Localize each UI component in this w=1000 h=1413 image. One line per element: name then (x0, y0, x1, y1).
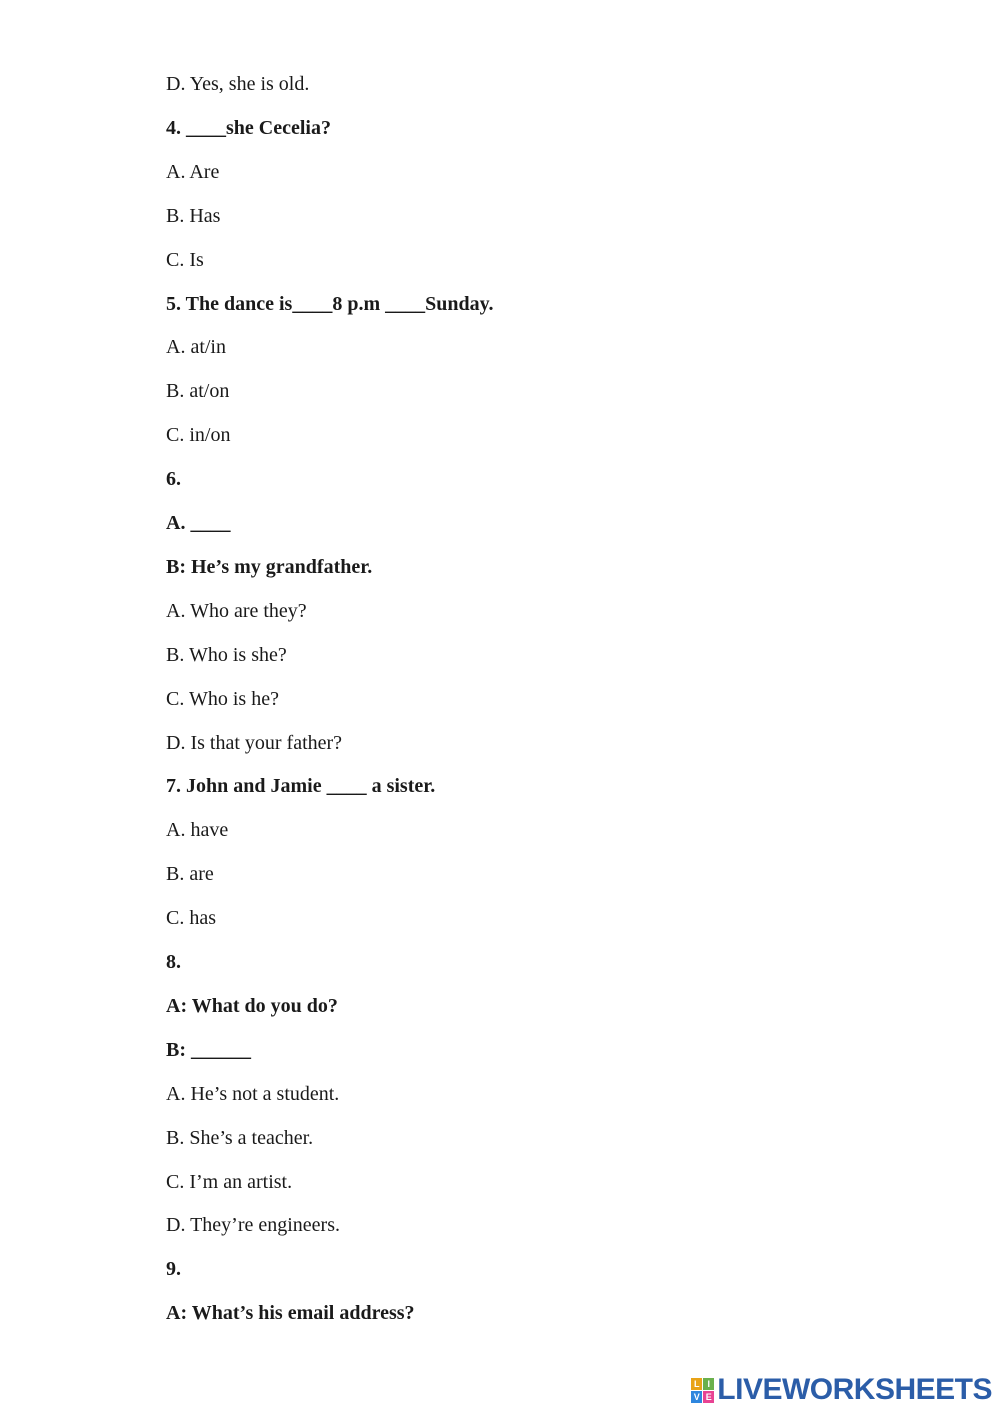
answer-option: C. Who is he? (166, 688, 279, 710)
question-line: 5. The dance is____8 p.m ____Sunday. (166, 293, 494, 315)
logo-icon-cell: L (691, 1378, 702, 1390)
answer-option: A. have (166, 819, 229, 841)
liveworksheets-logo-icon (691, 1378, 713, 1402)
question-line: A: What’s his email address? (166, 1302, 415, 1324)
logo-icon-cell: V (691, 1391, 702, 1403)
answer-option: C. Is (166, 249, 204, 271)
answer-option: B. at/on (166, 380, 230, 402)
answer-option: D. Yes, she is old. (166, 73, 310, 95)
liveworksheets-logo (691, 1375, 992, 1405)
question-line: A. ____ (166, 512, 231, 534)
question-line: B: He’s my grandfather. (166, 556, 373, 578)
logo-icon-cell: E (703, 1391, 714, 1403)
answer-option: C. I’m an artist. (166, 1171, 293, 1193)
logo-icon-cell: I (703, 1378, 714, 1390)
answer-option: D. Is that your father? (166, 732, 343, 754)
answer-option: A. Who are they? (166, 600, 307, 622)
answer-option: B. She’s a teacher. (166, 1127, 314, 1149)
answer-option: A. Are (166, 161, 220, 183)
answer-option: C. in/on (166, 424, 231, 446)
question-line: 8. (166, 951, 181, 973)
liveworksheets-logo-text: LIVEWORKSHEETS (717, 1373, 992, 1406)
answer-option: B. are (166, 863, 214, 885)
answer-option: C. has (166, 907, 216, 929)
question-line: 7. John and Jamie ____ a sister. (166, 775, 436, 797)
answer-option: B. Has (166, 205, 221, 227)
answer-option: A. He’s not a student. (166, 1083, 340, 1105)
question-line: 9. (166, 1258, 181, 1280)
question-line: A: What do you do? (166, 995, 338, 1017)
answer-option: D. They’re engineers. (166, 1214, 341, 1236)
question-line: 4. ____she Cecelia? (166, 117, 331, 139)
question-line: B: ______ (166, 1039, 251, 1061)
answer-option: A. at/in (166, 336, 226, 358)
answer-option: B. Who is she? (166, 644, 287, 666)
question-line: 6. (166, 468, 181, 490)
